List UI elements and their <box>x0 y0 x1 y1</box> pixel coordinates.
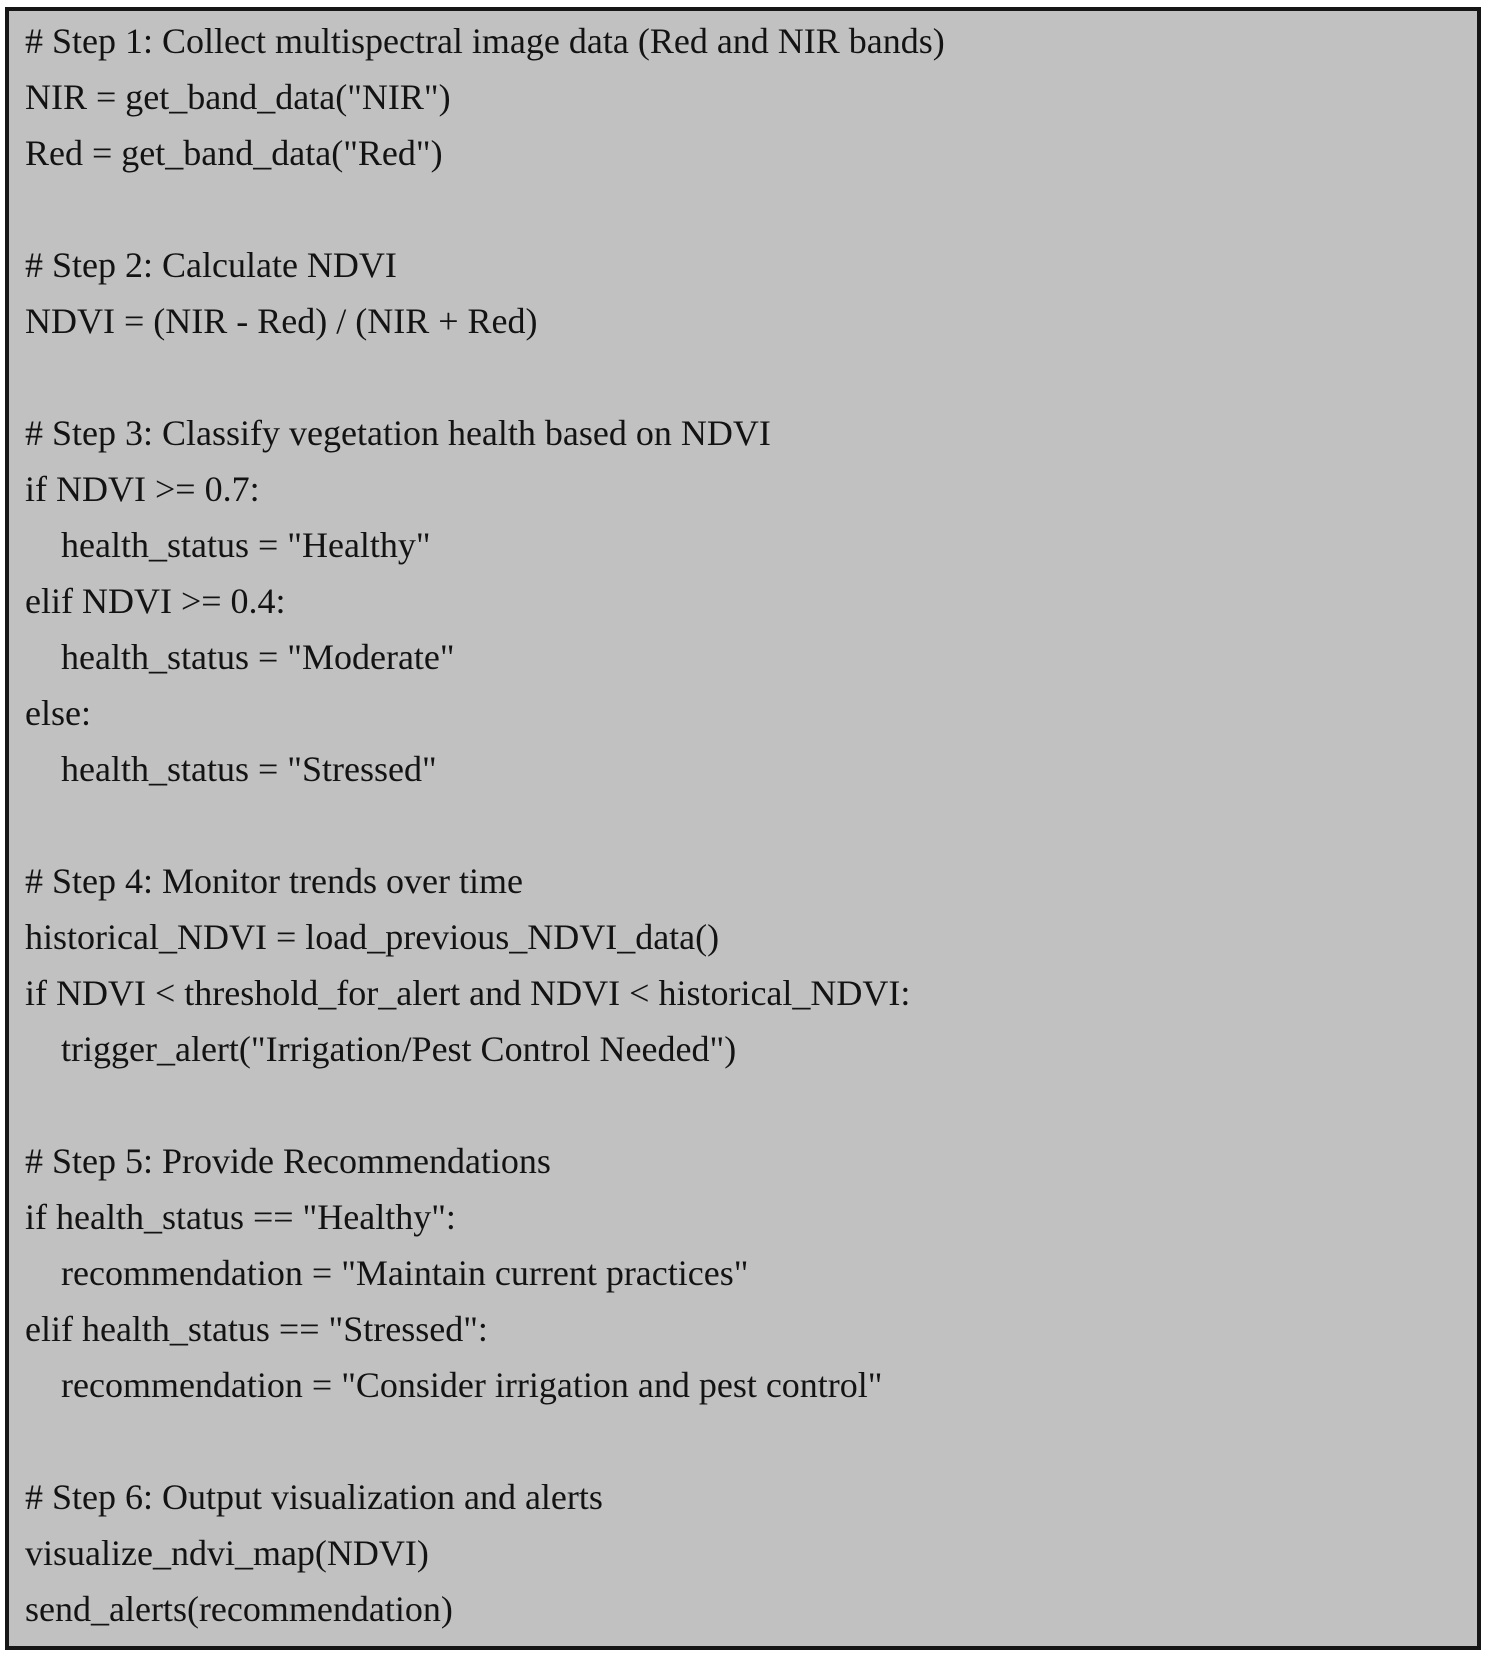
code-line: health_status = "Moderate" <box>61 637 455 677</box>
code-line: # Step 6: Output visualization and alerts <box>25 1477 603 1517</box>
code-line: elif NDVI >= 0.4: <box>25 581 286 621</box>
code-line: health_status = "Stressed" <box>61 749 437 789</box>
pseudocode-panel <box>5 7 1481 1650</box>
code-blank-line <box>25 1413 1459 1469</box>
code-line: # Step 1: Collect multispectral image data (Red and NIR bands) <box>25 21 945 61</box>
code-line: trigger_alert("Irrigation/Pest Control Needed") <box>61 1029 737 1069</box>
code-line: # Step 4: Monitor trends over time <box>25 861 523 901</box>
code-line: if NDVI >= 0.7: <box>25 469 260 509</box>
code-line: recommendation = "Consider irrigation and pest control" <box>61 1365 883 1405</box>
code-line: health_status = "Healthy" <box>61 525 431 565</box>
code-line: historical_NDVI = load_previous_NDVI_data() <box>25 917 720 957</box>
code-line: NDVI = (NIR - Red) / (NIR + Red) <box>25 301 538 341</box>
code-blank-line <box>25 1077 1459 1133</box>
code-line: elif health_status == "Stressed": <box>25 1309 488 1349</box>
code-line: NIR = get_band_data("NIR") <box>25 77 451 117</box>
code-line: # Step 5: Provide Recommendations <box>25 1141 551 1181</box>
code-blank-line <box>25 797 1459 853</box>
code-line: if health_status == "Healthy": <box>25 1197 456 1237</box>
code-blank-line <box>25 181 1459 237</box>
code-line: visualize_ndvi_map(NDVI) <box>25 1533 429 1573</box>
code-line: # Step 3: Classify vegetation health based on NDVI <box>25 413 771 453</box>
code-line: if NDVI < threshold_for_alert and NDVI < historical_NDVI: <box>25 973 911 1013</box>
code-line: send_alerts(recommendation) <box>25 1589 453 1629</box>
code-line: recommendation = "Maintain current practices" <box>61 1253 749 1293</box>
code-line: # Step 2: Calculate NDVI <box>25 245 397 285</box>
code-line: else: <box>25 693 91 733</box>
code-blank-line <box>25 349 1459 405</box>
code-line: Red = get_band_data("Red") <box>25 133 443 173</box>
